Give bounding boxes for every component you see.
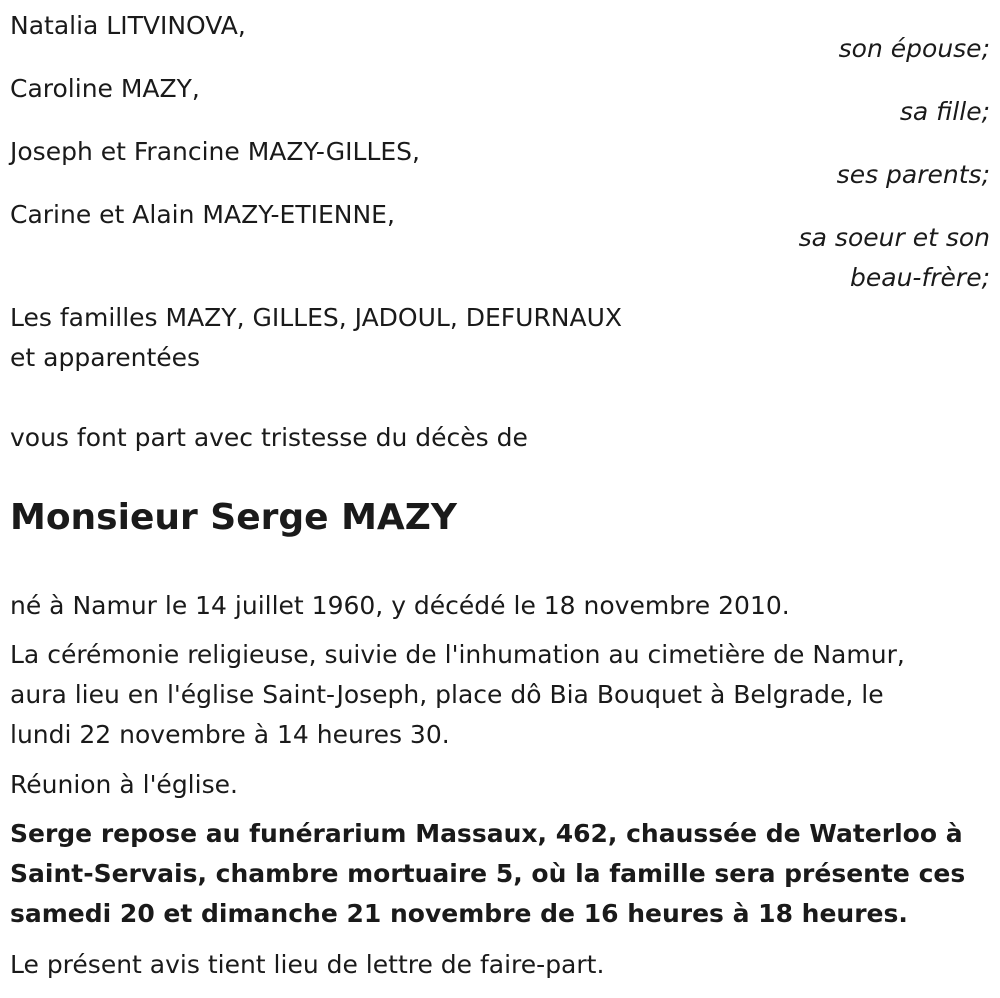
announcer-relation-2: sa fille; bbox=[899, 97, 990, 126]
ceremony-line-2: aura lieu en l'église Saint-Joseph, place dô Bia Bouquet à Belgrade, le bbox=[10, 680, 884, 709]
families-line-1: Les familles MAZY, GILLES, JADOUL, DEFURNAUX bbox=[10, 303, 623, 332]
funeral-home-paragraph bbox=[10, 814, 970, 934]
ceremony-line-3: lundi 22 novembre à 14 heures 30. bbox=[10, 720, 450, 749]
funeral-home-line-2: Saint-Servais, chambre mortuaire 5, où la famille sera présente ces bbox=[10, 859, 966, 888]
funeral-home-line-3: samedi 20 et dimanche 21 novembre de 16 heures à 18 heures. bbox=[10, 899, 908, 928]
families-line-2: et apparentées bbox=[10, 343, 201, 372]
announcer-relation-1: son épouse; bbox=[838, 34, 990, 63]
announcer-relation-3: ses parents; bbox=[836, 160, 990, 189]
announcer-name-3: Joseph et Francine MAZY-GILLES, bbox=[10, 137, 420, 166]
closing-text: Le présent avis tient lieu de lettre de faire-part. bbox=[10, 950, 605, 979]
announcer-name-4: Carine et Alain MAZY-ETIENNE, bbox=[10, 200, 395, 229]
deceased-name: Monsieur Serge MAZY bbox=[10, 497, 457, 538]
announcer-name-2: Caroline MAZY, bbox=[10, 74, 200, 103]
ceremony-paragraph bbox=[10, 635, 970, 755]
announcer-relation-4-line-2: beau-frère; bbox=[850, 263, 990, 292]
announcer-name-1: Natalia LITVINOVA, bbox=[10, 11, 246, 40]
meeting-text: Réunion à l'église. bbox=[10, 770, 238, 799]
birth-death-dates: né à Namur le 14 juillet 1960, y décédé le 18 novembre 2010. bbox=[10, 591, 790, 620]
funeral-home-line-1: Serge repose au funérarium Massaux, 462, chaussée de Waterloo à bbox=[10, 819, 963, 848]
announcer-relation-4-line-1: sa soeur et son bbox=[798, 223, 990, 252]
ceremony-line-1: La cérémonie religieuse, suivie de l'inhumation au cimetière de Namur, bbox=[10, 640, 905, 669]
intro-text: vous font part avec tristesse du décès de bbox=[10, 423, 528, 452]
